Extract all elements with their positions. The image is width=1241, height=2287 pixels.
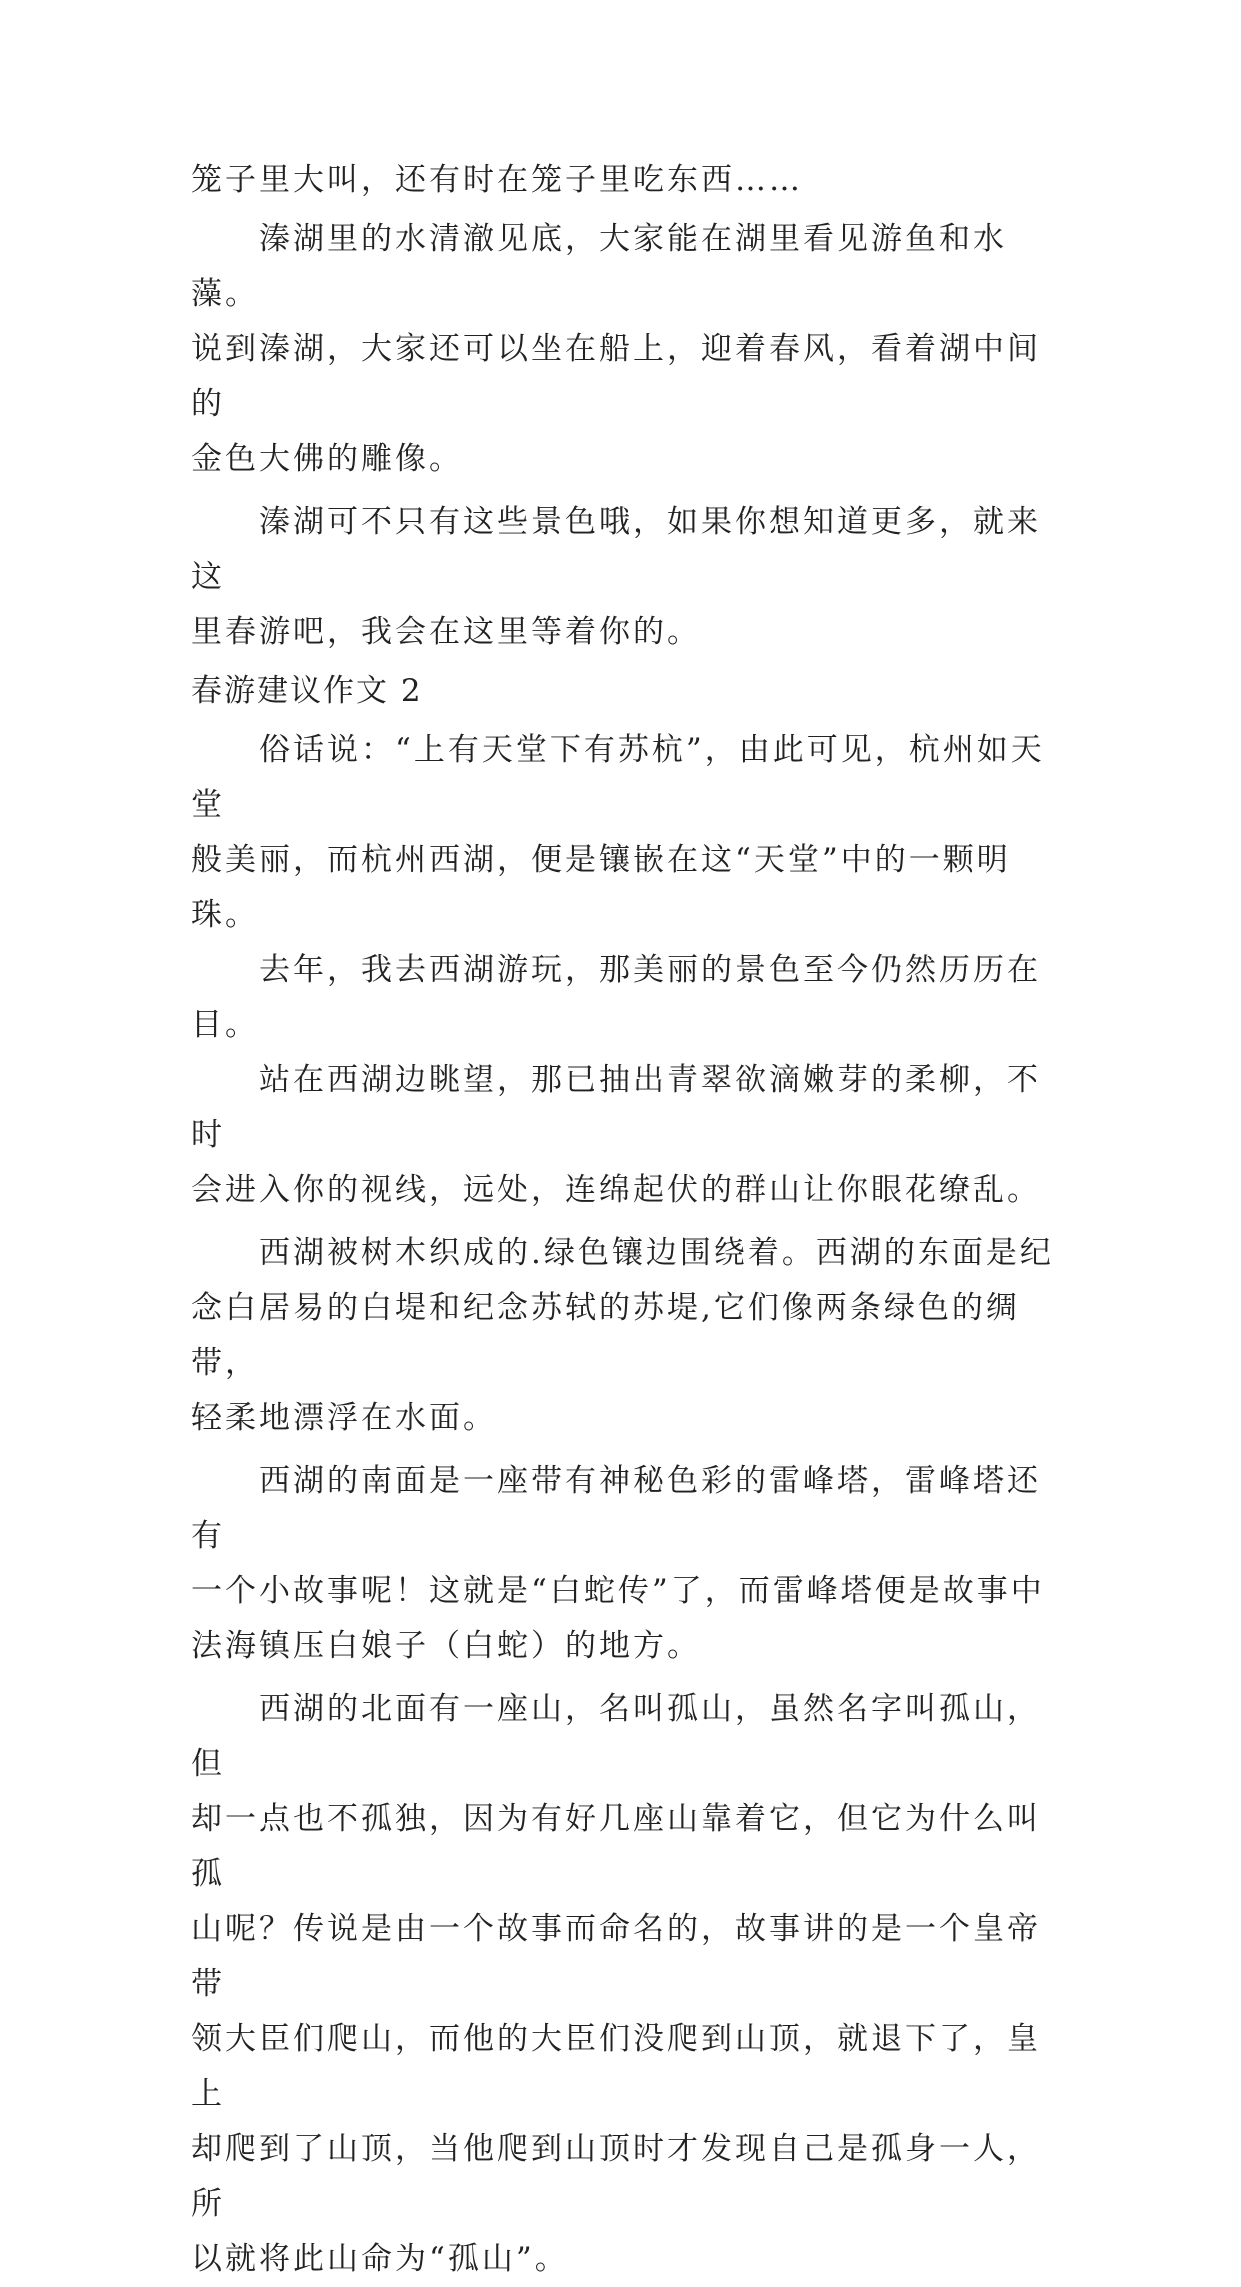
paragraph-line: 一个小故事呢！这就是“白蛇传”了，而雷峰塔便是故事中 [191, 1573, 1045, 1609]
paragraph-line: 西湖的南面是一座带有神秘色彩的雷峰塔，雷峰塔还有 [191, 1463, 1041, 1554]
paragraph-line: 溱湖可不只有这些景色哦，如果你想知道更多，就来这 [191, 504, 1041, 595]
paragraph-line: 溱湖里的水清澈见底，大家能在湖里看见游鱼和水藻。 [191, 221, 1007, 312]
paragraph-line: 山呢？传说是由一个故事而命名的，故事讲的是一个皇帝带 [191, 1911, 1041, 2002]
paragraph-line: 去年，我去西湖游玩，那美丽的景色至今仍然历历在目。 [191, 952, 1041, 1043]
document-body [191, 153, 1071, 2287]
paragraph-line: 轻柔地漂浮在水面。 [191, 1400, 497, 1436]
paragraph-line: 西湖被树木织成的.绿色镶边围绕着。西湖的东面是纪 [191, 1235, 1054, 1271]
paragraph-line: 却爬到了山顶，当他爬到山顶时才发现自己是孤身一人，所 [191, 2131, 1041, 2222]
paragraph-line: 领大臣们爬山，而他的大臣们没爬到山顶，就退下了，皇上 [191, 2021, 1041, 2112]
paragraph-line: 却一点也不孤独，因为有好几座山靠着它，但它为什么叫孤 [191, 1801, 1041, 1892]
paragraph-line: 般美丽，而杭州西湖，便是镶嵌在这“天堂”中的一颗明珠。 [191, 842, 1011, 933]
paragraph-line: 里春游吧，我会在这里等着你的。 [191, 614, 701, 650]
paragraph-line: 金色大佛的雕像。 [191, 441, 463, 477]
paragraph-line: 以就将此山命为“孤山”。 [191, 2241, 569, 2277]
paragraph-line: 站在西湖边眺望，那已抽出青翠欲滴嫩芽的柔柳，不时 [191, 1062, 1041, 1153]
paragraph-line: 笼子里大叫，还有时在笼子里吃东西…… [191, 162, 803, 198]
paragraph-line: 念白居易的白堤和纪念苏轼的苏堤,它们像两条绿色的绸带， [191, 1290, 1020, 1381]
section-heading: 春游建议作文 2 [191, 673, 423, 709]
paragraph-line: 说到溱湖，大家还可以坐在船上，迎着春风，看着湖中间的 [191, 331, 1041, 422]
paragraph-line: 西湖的北面有一座山，名叫孤山，虽然名字叫孤山，但 [191, 1691, 1041, 1782]
paragraph-line: 法海镇压白娘子（白蛇）的地方。 [191, 1628, 701, 1664]
paragraph-line: 会进入你的视线，远处，连绵起伏的群山让你眼花缭乱。 [191, 1172, 1041, 1208]
paragraph-line: 俗话说：“上有天堂下有苏杭”，由此可见，杭州如天堂 [191, 732, 1045, 823]
